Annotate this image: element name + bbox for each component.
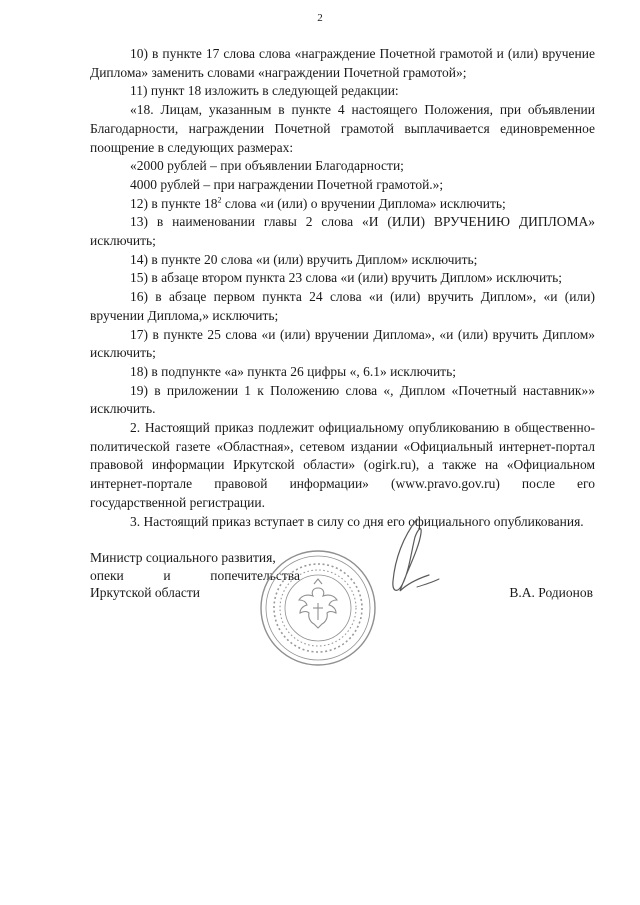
amendment-11-line-1: «2000 рублей – при объявлении Благодарности;	[130, 158, 404, 174]
signatory-name: В.А. Родионов	[509, 585, 593, 600]
signatory-title-word-3: попечительства	[210, 567, 300, 583]
amendment-12-end: слова «и (или) о вручении Диплома» исключить;	[221, 195, 506, 211]
amendment-12-superscript: 2	[217, 195, 222, 205]
item-3-effective-date: 3. Настоящий приказ вступает в силу со дня его официального опубликования.	[130, 513, 584, 529]
amendment-11: 11) пункт 18 изложить в следующей редакции:	[130, 83, 399, 99]
amendment-17: 17) в пункте 25 слова «и (или) вручении Диплома», «и (или) вручить Диплом» исключить;	[90, 326, 595, 361]
amendment-12-start: 12) в пункте 18	[130, 195, 218, 211]
signatory-title-line-1: Министр социального развития,	[90, 550, 276, 565]
page-number: 2	[317, 12, 323, 24]
amendment-19: 19) в приложении 1 к Положению слова «, Диплом «Почетный наставник»» исключить.	[90, 382, 595, 417]
handwritten-signature-icon	[373, 515, 443, 605]
item-2-publication: 2. Настоящий приказ подлежит официальному опубликованию в общественно-политической газете «Областная», сетевом издании «Официальный интернет-портал правовой информации Иркутской области» (ogirk.ru), а также на «Официальном интернет-портале правовой информации» (www.pravo.gov.ru) после его государственной регистрации.	[90, 420, 595, 510]
seal-eagle-emblem	[299, 579, 337, 628]
signature-stroke-tail	[417, 579, 439, 587]
amendment-13: 13) в наименовании главы 2 слова «И (ИЛИ) ВРУЧЕНИЮ ДИПЛОМА» исключить;	[90, 214, 595, 249]
signatory-title-word-2: и	[163, 567, 171, 583]
amendment-10: 10) в пункте 17 слова слова «награждение Почетной грамотой и (или) вручение Диплома» заменить словами «награждении Почетной грамотой»;	[90, 46, 595, 80]
amendment-16: 16) в абзаце первом пункта 24 слова «и (или) вручить Диплом», «и (или) вручении Диплома,» исключить;	[90, 289, 595, 323]
amendment-11-line-2: 4000 рублей – при награждении Почетной грамотой.»;	[130, 176, 444, 192]
amendment-15: 15) в абзаце втором пункта 23 слова «и (или) вручить Диплом» исключить;	[130, 270, 562, 286]
document-body	[90, 45, 595, 531]
official-seal-icon	[258, 548, 378, 668]
amendment-18: 18) в подпункте «а» пункта 26 цифры «, 6.1» исключить;	[130, 363, 456, 379]
amendment-11-quote: «18. Лицам, указанным в пункте 4 настоящего Положения, при объявлении Благодарности, награждении Почетной грамотой выплачивается единовременное поощрение в следующих размерах:	[90, 102, 595, 155]
amendment-14: 14) в пункте 20 слова «и (или) вручить Диплом» исключить;	[130, 251, 478, 267]
amendment-12	[90, 195, 595, 214]
signatory-title-word-1: опеки	[90, 567, 124, 583]
signatory-title-line-3: Иркутской области	[90, 585, 201, 600]
signature-stroke-main	[393, 519, 429, 591]
